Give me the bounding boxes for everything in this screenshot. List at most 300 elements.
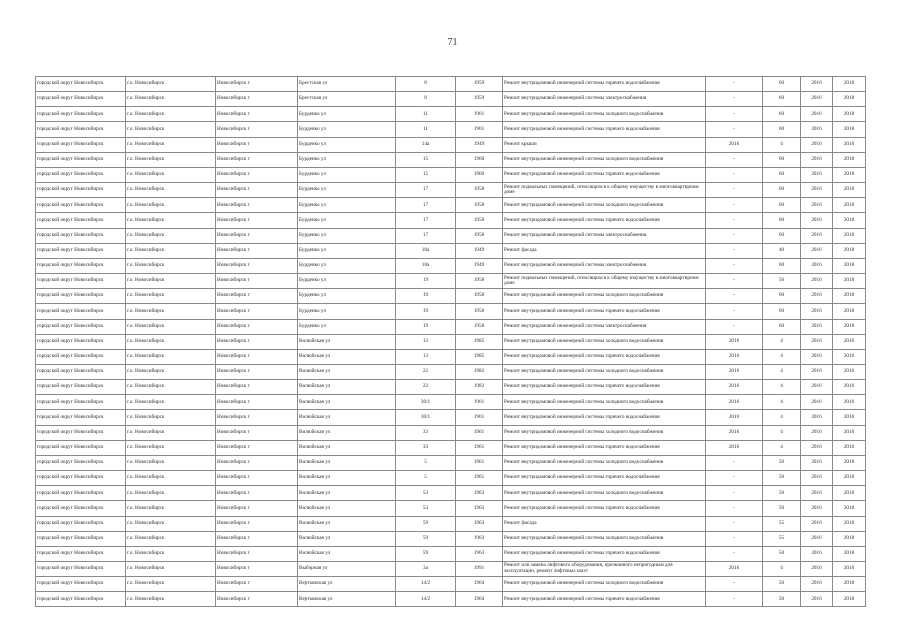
cost-cell: 60 — [763, 77, 801, 92]
table-row — [36, 274, 866, 289]
year-built-cell: 1991 — [456, 562, 503, 577]
street-cell: Выборная ул — [298, 562, 396, 577]
start-year-cell: 2016 — [801, 152, 833, 167]
year-built-cell: 1961 — [456, 440, 503, 455]
end-year-cell: 2016 — [833, 334, 866, 349]
house-number-cell: 11 — [396, 122, 456, 137]
start-year-cell: 2016 — [801, 304, 833, 319]
municipality-cell: городской округ Новосибирск — [36, 334, 126, 349]
house-number-cell: 22 — [396, 364, 456, 379]
work-type-cell: Ремонт внутридомовой инженерной системы электроснабжения — [503, 319, 706, 334]
table-row — [36, 531, 866, 546]
year-built-cell: 1963 — [456, 486, 503, 501]
city-cell: Новосибирск г — [216, 486, 298, 501]
year-built-cell: 1961 — [456, 455, 503, 470]
district-cell: г.о. Новосибирск — [126, 562, 216, 577]
municipality-cell: городской округ Новосибирск — [36, 395, 126, 410]
start-year-cell: 2016 — [801, 289, 833, 304]
district-cell: г.о. Новосибирск — [126, 546, 216, 561]
street-cell: Вилюйская ул — [298, 364, 396, 379]
work-type-cell: Ремонт или замена лифтового оборудования, признанного непригодным для эксплуатации, ремонт лифтовых шахт — [503, 562, 706, 577]
municipality-cell: городской округ Новосибирск — [36, 198, 126, 213]
work-type-cell: Ремонт крыши — [503, 137, 706, 152]
end-year-cell: 2018 — [833, 304, 866, 319]
cost-cell: 60 — [763, 228, 801, 243]
district-cell: г.о. Новосибирск — [126, 107, 216, 122]
municipality-cell: городской округ Новосибирск — [36, 440, 126, 455]
work-type-cell: Ремонт внутридомовой инженерной системы горячего водоснабжения — [503, 122, 706, 137]
table-row — [36, 380, 866, 395]
end-year-cell: 2016 — [833, 364, 866, 379]
street-cell: Бурденко ул — [298, 243, 396, 258]
year-built-cell: 1963 — [456, 531, 503, 546]
house-number-cell: 18а — [396, 258, 456, 273]
start-year-cell: 2016 — [801, 167, 833, 182]
municipality-cell: городской округ Новосибирск — [36, 304, 126, 319]
start-year-cell: 2016 — [801, 274, 833, 289]
table-row — [36, 455, 866, 470]
work-type-cell: Ремонт внутридомовой инженерной системы холодного водоснабжения — [503, 198, 706, 213]
table-row — [36, 334, 866, 349]
house-number-cell: 13 — [396, 349, 456, 364]
street-cell: Бурденко ул — [298, 122, 396, 137]
end-year-cell: 2016 — [833, 562, 866, 577]
work-type-cell: Ремонт подвальных помещений, относящихся к общему имуществу в многоквартирном доме — [503, 274, 706, 289]
cost-cell: 50 — [763, 471, 801, 486]
city-cell: Новосибирск г — [216, 425, 298, 440]
city-cell: Новосибирск г — [216, 198, 298, 213]
house-number-cell: 53 — [396, 501, 456, 516]
district-cell: г.о. Новосибирск — [126, 364, 216, 379]
district-cell: г.о. Новосибирск — [126, 531, 216, 546]
start-year-cell: 2016 — [801, 531, 833, 546]
end-year-cell: 2018 — [833, 228, 866, 243]
table-row — [36, 486, 866, 501]
work-type-cell: Ремонт внутридомовой инженерной системы электроснабжения — [503, 228, 706, 243]
house-number-cell: 17 — [396, 198, 456, 213]
plan-year-cell: - — [706, 258, 763, 273]
street-cell: Бурденко ул — [298, 304, 396, 319]
end-year-cell: 2016 — [833, 349, 866, 364]
cost-cell: 60 — [763, 183, 801, 198]
house-number-cell: 19 — [396, 319, 456, 334]
table-row — [36, 213, 866, 228]
start-year-cell: 2016 — [801, 577, 833, 592]
cost-cell: 60 — [763, 319, 801, 334]
plan-year-cell: - — [706, 486, 763, 501]
plan-year-cell: - — [706, 501, 763, 516]
cost-cell: 4 — [763, 440, 801, 455]
plan-year-cell: 2016 — [706, 425, 763, 440]
end-year-cell: 2018 — [833, 183, 866, 198]
start-year-cell: 2016 — [801, 319, 833, 334]
cost-cell: 4 — [763, 410, 801, 425]
start-year-cell: 2016 — [801, 471, 833, 486]
street-cell: Бурденко ул — [298, 289, 396, 304]
district-cell: г.о. Новосибирск — [126, 304, 216, 319]
city-cell: Новосибирск г — [216, 395, 298, 410]
plan-year-cell: - — [706, 122, 763, 137]
cost-cell: 4 — [763, 425, 801, 440]
plan-year-cell: - — [706, 198, 763, 213]
work-type-cell: Ремонт внутридомовой инженерной системы электроснабжения — [503, 92, 706, 107]
plan-year-cell: 2016 — [706, 440, 763, 455]
table-row — [36, 440, 866, 455]
plan-year-cell: - — [706, 92, 763, 107]
end-year-cell: 2018 — [833, 501, 866, 516]
plan-year-cell: - — [706, 289, 763, 304]
year-built-cell: 1982 — [456, 380, 503, 395]
cost-cell: 60 — [763, 198, 801, 213]
cost-cell: 60 — [763, 92, 801, 107]
plan-year-cell: - — [706, 228, 763, 243]
work-type-cell: Ремонт внутридомовой инженерной системы горячего водоснабжения — [503, 592, 706, 607]
end-year-cell: 2016 — [833, 425, 866, 440]
table-row — [36, 546, 866, 561]
municipality-cell: городской округ Новосибирск — [36, 410, 126, 425]
table-row — [36, 425, 866, 440]
street-cell: Бурденко ул — [298, 107, 396, 122]
cost-cell: 55 — [763, 531, 801, 546]
end-year-cell: 2018 — [833, 289, 866, 304]
district-cell: г.о. Новосибирск — [126, 516, 216, 531]
year-built-cell: 1960 — [456, 152, 503, 167]
municipality-cell: городской округ Новосибирск — [36, 274, 126, 289]
plan-year-cell: - — [706, 546, 763, 561]
table-row — [36, 258, 866, 273]
plan-year-cell: 2016 — [706, 395, 763, 410]
table-row — [36, 364, 866, 379]
district-cell: г.о. Новосибирск — [126, 198, 216, 213]
street-cell: Вилюйская ул — [298, 380, 396, 395]
street-cell: Вилюйская ул — [298, 546, 396, 561]
year-built-cell: 1982 — [456, 364, 503, 379]
house-number-cell: 59 — [396, 516, 456, 531]
plan-year-cell: 2016 — [706, 410, 763, 425]
city-cell: Новосибирск г — [216, 122, 298, 137]
work-type-cell: Ремонт внутридомовой инженерной системы холодного водоснабжения — [503, 425, 706, 440]
start-year-cell: 2016 — [801, 486, 833, 501]
house-number-cell: 19 — [396, 289, 456, 304]
street-cell: Бурденко ул — [298, 167, 396, 182]
table-row — [36, 183, 866, 198]
work-type-cell: Ремонт внутридомовой инженерной системы холодного водоснабжения — [503, 289, 706, 304]
cost-cell: 50 — [763, 592, 801, 607]
plan-year-cell: - — [706, 107, 763, 122]
district-cell: г.о. Новосибирск — [126, 274, 216, 289]
start-year-cell: 2016 — [801, 334, 833, 349]
work-type-cell: Ремонт внутридомовой инженерной системы холодного водоснабжения — [503, 395, 706, 410]
plan-year-cell: 2016 — [706, 380, 763, 395]
plan-year-cell: 2016 — [706, 137, 763, 152]
municipality-cell: городской округ Новосибирск — [36, 167, 126, 182]
house-number-cell: 14/2 — [396, 577, 456, 592]
house-number-cell: 30/1 — [396, 410, 456, 425]
year-built-cell: 1958 — [456, 228, 503, 243]
house-number-cell: 14а — [396, 137, 456, 152]
table-row — [36, 167, 866, 182]
start-year-cell: 2016 — [801, 213, 833, 228]
district-cell: г.о. Новосибирск — [126, 410, 216, 425]
district-cell: г.о. Новосибирск — [126, 455, 216, 470]
end-year-cell: 2018 — [833, 167, 866, 182]
year-built-cell: 1949 — [456, 243, 503, 258]
district-cell: г.о. Новосибирск — [126, 380, 216, 395]
end-year-cell: 2018 — [833, 152, 866, 167]
work-type-cell: Ремонт внутридомовой инженерной системы холодного водоснабжения — [503, 334, 706, 349]
municipality-cell: городской округ Новосибирск — [36, 319, 126, 334]
plan-year-cell: - — [706, 167, 763, 182]
work-type-cell: Ремонт внутридомовой инженерной системы электроснабжения — [503, 258, 706, 273]
municipality-cell: городской округ Новосибирск — [36, 425, 126, 440]
city-cell: Новосибирск г — [216, 471, 298, 486]
cost-cell: 4 — [763, 137, 801, 152]
cost-cell: 4 — [763, 380, 801, 395]
start-year-cell: 2016 — [801, 258, 833, 273]
city-cell: Новосибирск г — [216, 152, 298, 167]
municipality-cell: городской округ Новосибирск — [36, 243, 126, 258]
municipality-cell: городской округ Новосибирск — [36, 92, 126, 107]
year-built-cell: 1958 — [456, 213, 503, 228]
table-row — [36, 77, 866, 92]
plan-year-cell: 2016 — [706, 364, 763, 379]
city-cell: Новосибирск г — [216, 380, 298, 395]
city-cell: Новосибирск г — [216, 410, 298, 425]
house-number-cell: 8 — [396, 77, 456, 92]
municipality-cell: городской округ Новосибирск — [36, 137, 126, 152]
city-cell: Новосибирск г — [216, 258, 298, 273]
year-built-cell: 1958 — [456, 319, 503, 334]
district-cell: г.о. Новосибирск — [126, 243, 216, 258]
start-year-cell: 2016 — [801, 137, 833, 152]
house-number-cell: 3а — [396, 562, 456, 577]
start-year-cell: 2016 — [801, 440, 833, 455]
cost-cell: 60 — [763, 304, 801, 319]
cost-cell: 60 — [763, 167, 801, 182]
city-cell: Новосибирск г — [216, 167, 298, 182]
city-cell: Новосибирск г — [216, 107, 298, 122]
start-year-cell: 2016 — [801, 243, 833, 258]
city-cell: Новосибирск г — [216, 592, 298, 607]
city-cell: Новосибирск г — [216, 349, 298, 364]
work-type-cell: Ремонт внутридомовой инженерной системы холодного водоснабжения — [503, 531, 706, 546]
work-type-cell: Ремонт внутридомовой инженерной системы горячего водоснабжения — [503, 349, 706, 364]
year-built-cell: 1959 — [456, 77, 503, 92]
district-cell: г.о. Новосибирск — [126, 77, 216, 92]
work-type-cell: Ремонт фасада — [503, 516, 706, 531]
street-cell: Вертковская ул — [298, 577, 396, 592]
start-year-cell: 2016 — [801, 410, 833, 425]
street-cell: Бурденко ул — [298, 274, 396, 289]
year-built-cell: 1961 — [456, 410, 503, 425]
work-type-cell: Ремонт внутридомовой инженерной системы горячего водоснабжения — [503, 213, 706, 228]
work-type-cell: Ремонт внутридомовой инженерной системы холодного водоснабжения — [503, 107, 706, 122]
city-cell: Новосибирск г — [216, 440, 298, 455]
cost-cell: 4 — [763, 395, 801, 410]
start-year-cell: 2016 — [801, 349, 833, 364]
work-type-cell: Ремонт внутридомовой инженерной системы горячего водоснабжения — [503, 440, 706, 455]
start-year-cell: 2016 — [801, 455, 833, 470]
plan-year-cell: - — [706, 516, 763, 531]
start-year-cell: 2016 — [801, 77, 833, 92]
cost-cell: 4 — [763, 364, 801, 379]
municipality-cell: городской округ Новосибирск — [36, 258, 126, 273]
cost-cell: 60 — [763, 289, 801, 304]
table-row — [36, 471, 866, 486]
cost-cell: 60 — [763, 152, 801, 167]
end-year-cell: 2018 — [833, 455, 866, 470]
table-row — [36, 152, 866, 167]
street-cell: Вилюйская ул — [298, 516, 396, 531]
plan-year-cell: - — [706, 319, 763, 334]
start-year-cell: 2016 — [801, 198, 833, 213]
table-row — [36, 319, 866, 334]
city-cell: Новосибирск г — [216, 531, 298, 546]
year-built-cell: 1958 — [456, 183, 503, 198]
house-number-cell: 8 — [396, 92, 456, 107]
table-row — [36, 289, 866, 304]
work-type-cell: Ремонт внутридомовой инженерной системы холодного водоснабжения — [503, 364, 706, 379]
year-built-cell: 1958 — [456, 198, 503, 213]
district-cell: г.о. Новосибирск — [126, 501, 216, 516]
end-year-cell: 2018 — [833, 319, 866, 334]
house-number-cell: 14/2 — [396, 592, 456, 607]
district-cell: г.о. Новосибирск — [126, 349, 216, 364]
cost-cell: 4 — [763, 334, 801, 349]
municipality-cell: городской округ Новосибирск — [36, 349, 126, 364]
house-number-cell: 59 — [396, 531, 456, 546]
work-type-cell: Ремонт внутридомовой инженерной системы горячего водоснабжения — [503, 501, 706, 516]
end-year-cell: 2018 — [833, 471, 866, 486]
cost-cell: 4 — [763, 562, 801, 577]
house-number-cell: 19 — [396, 304, 456, 319]
city-cell: Новосибирск г — [216, 77, 298, 92]
district-cell: г.о. Новосибирск — [126, 228, 216, 243]
year-built-cell: 1961 — [456, 471, 503, 486]
municipality-cell: городской округ Новосибирск — [36, 289, 126, 304]
start-year-cell: 2016 — [801, 592, 833, 607]
plan-year-cell: - — [706, 304, 763, 319]
city-cell: Новосибирск г — [216, 92, 298, 107]
street-cell: Бурденко ул — [298, 258, 396, 273]
year-built-cell: 1961 — [456, 425, 503, 440]
year-built-cell: 1985 — [456, 349, 503, 364]
district-cell: г.о. Новосибирск — [126, 213, 216, 228]
house-number-cell: 18а — [396, 243, 456, 258]
start-year-cell: 2016 — [801, 425, 833, 440]
house-number-cell: 5 — [396, 471, 456, 486]
street-cell: Бурденко ул — [298, 198, 396, 213]
district-cell: г.о. Новосибирск — [126, 183, 216, 198]
city-cell: Новосибирск г — [216, 289, 298, 304]
municipality-cell: городской округ Новосибирск — [36, 486, 126, 501]
table-row — [36, 592, 866, 607]
district-cell: г.о. Новосибирск — [126, 258, 216, 273]
work-type-cell: Ремонт внутридомовой инженерной системы горячего водоснабжения — [503, 410, 706, 425]
end-year-cell: 2016 — [833, 380, 866, 395]
municipality-cell: городской округ Новосибирск — [36, 152, 126, 167]
municipality-cell: городской округ Новосибирск — [36, 577, 126, 592]
cost-cell: 60 — [763, 213, 801, 228]
table-row — [36, 410, 866, 425]
end-year-cell: 2016 — [833, 395, 866, 410]
municipality-cell: городской округ Новосибирск — [36, 501, 126, 516]
year-built-cell: 1949 — [456, 258, 503, 273]
cost-cell: 50 — [763, 501, 801, 516]
table-row — [36, 349, 866, 364]
district-cell: г.о. Новосибирск — [126, 92, 216, 107]
year-built-cell: 1963 — [456, 516, 503, 531]
municipality-cell: городской округ Новосибирск — [36, 562, 126, 577]
plan-year-cell: - — [706, 592, 763, 607]
district-cell: г.о. Новосибирск — [126, 471, 216, 486]
table-row — [36, 516, 866, 531]
start-year-cell: 2016 — [801, 501, 833, 516]
city-cell: Новосибирск г — [216, 577, 298, 592]
year-built-cell: 1985 — [456, 334, 503, 349]
cost-cell: 4 — [763, 349, 801, 364]
street-cell: Вилюйская ул — [298, 501, 396, 516]
year-built-cell: 1963 — [456, 546, 503, 561]
work-type-cell: Ремонт внутридомовой инженерной системы горячего водоснабжения — [503, 77, 706, 92]
start-year-cell: 2016 — [801, 562, 833, 577]
city-cell: Новосибирск г — [216, 228, 298, 243]
year-built-cell: 1959 — [456, 92, 503, 107]
cost-cell: 56 — [763, 274, 801, 289]
table-row — [36, 107, 866, 122]
street-cell: Бурденко ул — [298, 228, 396, 243]
municipality-cell: городской округ Новосибирск — [36, 471, 126, 486]
municipality-cell: городской округ Новосибирск — [36, 107, 126, 122]
work-type-cell: Ремонт внутридомовой инженерной системы холодного водоснабжения — [503, 152, 706, 167]
city-cell: Новосибирск г — [216, 501, 298, 516]
house-number-cell: 19 — [396, 274, 456, 289]
street-cell: Бурденко ул — [298, 183, 396, 198]
table-row — [36, 137, 866, 152]
street-cell: Вилюйская ул — [298, 349, 396, 364]
plan-year-cell: 2016 — [706, 349, 763, 364]
street-cell: Вилюйская ул — [298, 471, 396, 486]
end-year-cell: 2016 — [833, 440, 866, 455]
plan-year-cell: - — [706, 274, 763, 289]
city-cell: Новосибирск г — [216, 364, 298, 379]
house-number-cell: 5 — [396, 455, 456, 470]
municipality-cell: городской округ Новосибирск — [36, 183, 126, 198]
table-body — [36, 77, 866, 607]
plan-year-cell: - — [706, 77, 763, 92]
municipality-cell: городской округ Новосибирск — [36, 592, 126, 607]
city-cell: Новосибирск г — [216, 137, 298, 152]
city-cell: Новосибирск г — [216, 455, 298, 470]
cost-cell: 60 — [763, 107, 801, 122]
end-year-cell: 2018 — [833, 198, 866, 213]
plan-year-cell: - — [706, 455, 763, 470]
house-number-cell: 17 — [396, 213, 456, 228]
end-year-cell: 2018 — [833, 546, 866, 561]
work-type-cell: Ремонт внутридомовой инженерной системы холодного водоснабжения — [503, 486, 706, 501]
plan-year-cell: - — [706, 577, 763, 592]
house-number-cell: 59 — [396, 546, 456, 561]
start-year-cell: 2016 — [801, 380, 833, 395]
municipality-cell: городской округ Новосибирск — [36, 228, 126, 243]
cost-cell: 50 — [763, 546, 801, 561]
plan-year-cell: - — [706, 531, 763, 546]
house-number-cell: 15 — [396, 152, 456, 167]
city-cell: Новосибирск г — [216, 243, 298, 258]
city-cell: Новосибирск г — [216, 304, 298, 319]
work-type-cell: Ремонт внутридомовой инженерной системы горячего водоснабжения — [503, 167, 706, 182]
work-type-cell: Ремонт внутридомовой инженерной системы холодного водоснабжения — [503, 577, 706, 592]
